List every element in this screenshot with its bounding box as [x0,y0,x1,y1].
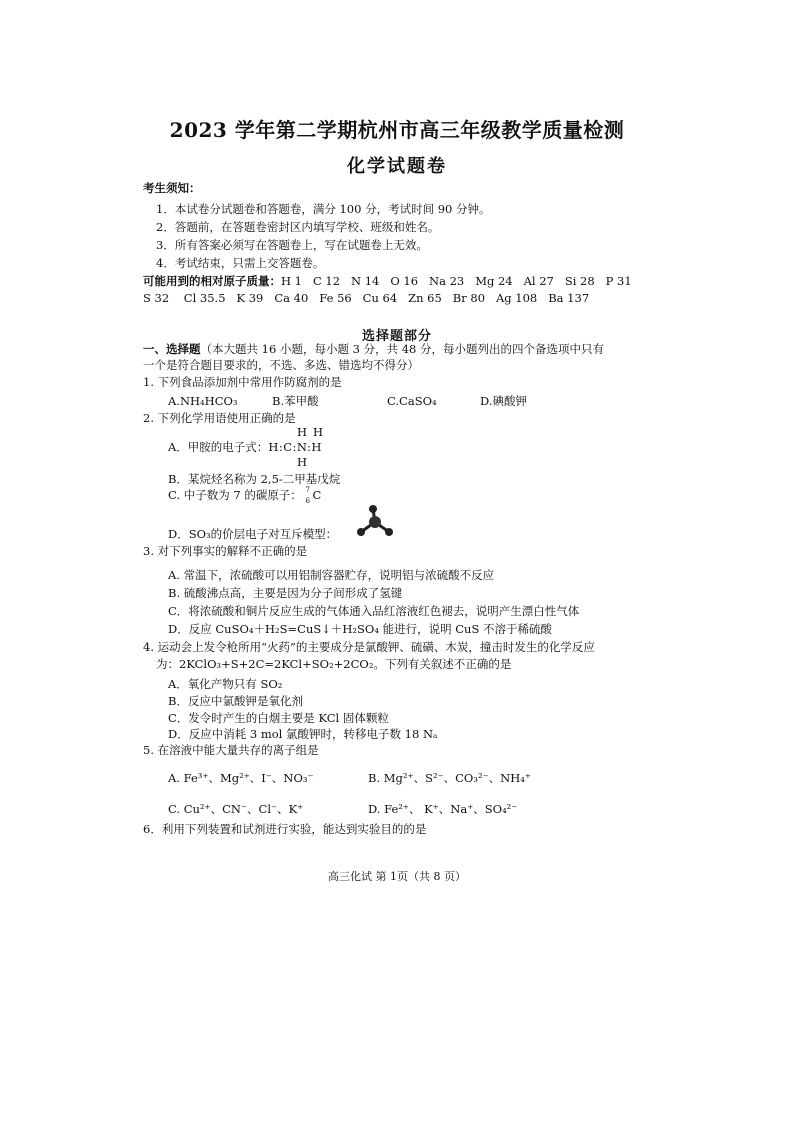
page-footer: 高三化试 第 1页（共 8 页） [328,870,466,883]
atomic-mass-line [143,274,632,289]
question-5-option-c: C. Cu²⁺、CN⁻、Cl⁻、K⁺ [168,802,304,816]
question-5-option-d: D. Fe²⁺、 K⁺、Na⁺、SO₄²⁻ [368,802,518,816]
question-5-stem: 5. 在溶液中能大量共存的离子组是 [143,743,319,757]
page-title: 2023 学年第二学期杭州市高三年级教学质量检测 [169,118,625,142]
atomic-mass-values-2: S 32 Cl 35.5 K 39 Ca 40 Fe 56 Cu 64 Zn 65 Br 80 Ag 108 Ba 137 [143,291,590,305]
question-5-option-b: B. Mg²⁺、S²⁻、CO₃²⁻、NH₄⁺ [368,771,531,785]
hydrogen-label: H [313,425,330,439]
question-2-stem: 2. 下列化学用语使用正确的是 [143,411,296,425]
sulfur-atom [369,516,381,528]
question-3-option-a: A. 常温下，浓硫酸可以用铝制容器贮存，说明铝与浓硫酸不反应 [168,568,495,582]
oxygen-atom [385,528,393,536]
question-5-option-a: A. Fe³⁺、Mg²⁺、I⁻、NO₃⁻ [168,771,314,785]
question-2-option-c [168,488,325,503]
question-4-stem-2: 为：2KClO₃+S+2C=2KCl+SO₂+2CO₂。下列有关叙述不正确的是 [156,657,512,671]
question-6-stem: 6．利用下列装置和试剂进行实验，能达到实验目的的是 [143,822,427,836]
isotope-number: 6 [305,497,310,505]
option-c-label: C. 中子数为 7 的碳原子： [168,488,302,502]
notice-item: 1．本试卷分试题卷和答题卷，满分 100 分，考试时间 90 分钟。 [156,202,491,216]
oxygen-atom [369,505,377,513]
question-1-option-d: D.碘酸钾 [480,394,527,408]
so3-vsepr-model [352,504,398,544]
question-3-stem: 3. 对下列事实的解释不正确的是 [143,544,308,558]
notice-item: 2．答题前，在答题卷密封区内填写学校、班级和姓名。 [156,220,440,234]
question-3-option-d: D．反应 CuSO₄＋H₂S=CuS↓＋H₂SO₄ 能进行，说明 CuS 不溶于稀硫酸 [168,622,552,636]
oxygen-atom [357,528,365,536]
isotope-element: C [312,488,322,502]
question-4-option-c: C．发令时产生的白烟主要是 KCl 固体颗粒 [168,711,389,725]
methylamine-electron-formula: H:C:N:H [268,440,322,454]
part1-heading: 一、选择题 [143,342,201,356]
question-4-stem: 4. 运动会上发令枪所用“火药”的主要成分是氯酸钾、硫磺、木炭，撞击时发生的化学反应 [143,640,595,654]
page-subtitle: 化学试题卷 [347,156,447,177]
question-3-option-c: C．将浓硫酸和铜片反应生成的气体通入品红溶液红色褪去，说明产生漂白性气体 [168,604,580,618]
question-1-option-a: A.NH₄HCO₃ [168,394,238,408]
question-4-option-d: D．反应中消耗 3 mol 氯酸钾时，转移电子数 18 Nₐ [168,727,438,741]
isotope-mass: 7 [305,486,310,494]
notice-item: 4．考试结束，只需上交答题卷。 [156,256,325,270]
option-a-label: A．甲胺的电子式： [168,440,269,454]
question-4-option-b: B．反应中氯酸钾是氧化剂 [168,694,303,708]
question-3-option-b: B. 硫酸沸点高，主要是因为分子间形成了氢键 [168,586,403,600]
carbon-isotope-symbol [305,488,325,503]
question-1-option-b: B.苯甲酸 [272,394,319,408]
section-title: 选择题部分 [361,329,432,344]
question-1-stem: 1. 下列食品添加剂中常用作防腐剂的是 [143,375,342,389]
question-4-option-a: A．氧化产物只有 SO₂ [168,677,283,691]
hydrogen-label: H [297,425,314,439]
notice-item: 3．所有答案必须写在答题卷上，写在试题卷上无效。 [156,238,428,252]
question-2-option-d: D．SO₃的价层电子对互斥模型： [168,527,338,541]
atomic-mass-label: 可能用到的相对原子质量： [143,274,281,288]
question-2-option-a [168,440,322,455]
part1-desc-2: 一个是符合题目要求的，不选、多选、错选均不得分） [143,358,419,372]
hydrogen-label: H [297,455,308,469]
electron-formula-top [297,425,329,440]
part1-desc: （本大题共 16 小题，每小题 3 分，共 48 分，每小题列出的四个备选项中只有 [200,342,605,356]
question-2-option-b: B．某烷烃名称为 2,5-二甲基戊烷 [168,472,341,486]
part1-heading-line [143,342,604,357]
question-1-option-c: C.CaSO₄ [387,394,437,408]
notice-heading: 考生须知： [143,181,201,195]
atomic-mass-values: H 1 C 12 N 14 O 16 Na 23 Mg 24 Al 27 Si 28 P 31 [281,274,632,288]
